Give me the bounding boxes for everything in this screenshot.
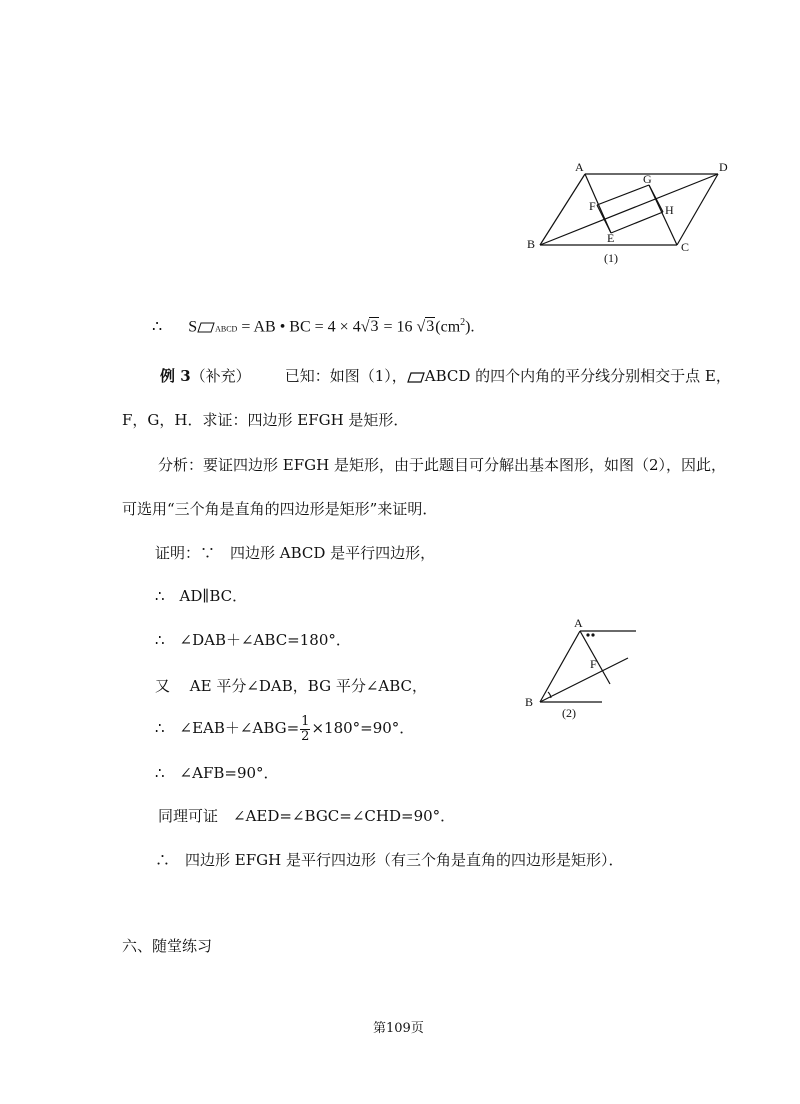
figure-1-parallelogram [515, 155, 745, 270]
fraction-numerator: 1 [301, 713, 310, 729]
proof-line8: ∴ 四边形 EFGH 是平行四边形（有三个角是直角的四边形是矩形）． [155, 851, 624, 869]
area-eq2: = 16 [379, 318, 417, 336]
side-dc [677, 174, 718, 245]
area-formula: ∴ S ABCD = AB • BC = 4 × 4√3 = 16 $√3(cm^2)$. [152, 317, 475, 336]
fig1-label-e: E [607, 231, 615, 245]
bisector-b [540, 174, 718, 245]
fig1-caption: (1) [604, 251, 618, 265]
bisector-b [540, 658, 628, 702]
example3-line1 [160, 366, 731, 386]
fraction-one-half [300, 715, 310, 744]
proof-line7: 同理可证 ∠AED=∠BGC=∠CHD=90°． [158, 807, 456, 825]
fraction-denominator: 2 [301, 728, 310, 744]
example3-line2: F，G，H．求证：四边形 EFGH 是矩形． [122, 411, 409, 429]
fig2-label-f: F [590, 657, 597, 671]
section-heading: 六、随堂练习 [122, 937, 213, 955]
analysis-line1: 分析：要证四边形 EFGH 是矩形，由于此题目可分解出基本图形，如图（2），因此， [158, 456, 727, 474]
fig1-label-h: H [665, 203, 674, 217]
parallelogram-icon [407, 367, 425, 385]
area-symbol: S [188, 318, 198, 336]
proof-line5-pre: ∴ ∠EAB＋∠ABG= [155, 719, 300, 737]
fig1-label-b: B [527, 237, 536, 251]
page-number: 第109页 [373, 1021, 424, 1036]
proof-line3: ∴ ∠DAB＋∠ABC=180°． [155, 631, 351, 649]
fig1-label-a: A [575, 160, 584, 174]
proof-line2: ∴ AD∥BC． [155, 587, 248, 605]
parallelogram-icon [197, 318, 215, 335]
area-unit-end: ). [465, 318, 475, 336]
therefore-symbol: ∴ [152, 318, 163, 336]
proof-line6: ∴ ∠AFB=90°． [155, 764, 279, 782]
sqrt-three-b: 3 [426, 318, 435, 336]
proof-line4: 又 AE 平分∠DAB，BG 平分∠ABC， [155, 677, 428, 695]
sqrt-three-a: 3 [370, 318, 379, 336]
proof-line1: 证明：∵ 四边形 ABCD 是平行四边形， [155, 544, 436, 562]
analysis-line2: 可选用“三个角是直角的四边形是矩形”来证明． [122, 500, 438, 518]
fig1-label-d: D [719, 160, 728, 174]
area-eq1: = AB • BC = 4 × 4 [241, 318, 361, 336]
segment-hg [649, 185, 663, 212]
fig1-label-g: G [643, 172, 652, 186]
example3-tag: （补充） [190, 367, 251, 385]
area-subscript: ABCD [215, 324, 238, 334]
angle-mark-a1 [586, 633, 589, 636]
example3-given: 已知：如图（1）， [284, 367, 407, 385]
fig1-label-c: C [681, 240, 690, 254]
fig2-label-a: A [574, 616, 583, 630]
example3-given-rest: ABCD 的四个内角的平分线分别相交于点 E， [424, 367, 731, 385]
example3-title: 例 3 [160, 367, 191, 385]
fig2-label-b: B [525, 695, 534, 709]
fig2-caption: (2) [562, 706, 576, 720]
figure-2-angle-bisectors [518, 612, 643, 722]
proof-line5-post: ×180°=90°． [311, 719, 415, 737]
segment-fg [597, 185, 649, 205]
area-unit-exponent: 2 [460, 317, 466, 328]
angle-mark-a2 [591, 633, 594, 636]
fig1-label-f: F [589, 199, 596, 213]
segment-eh [611, 212, 663, 233]
area-unit: (cm [435, 318, 461, 336]
proof-line5 [155, 711, 414, 745]
side-ba [540, 174, 585, 245]
segment-ea [597, 205, 611, 233]
